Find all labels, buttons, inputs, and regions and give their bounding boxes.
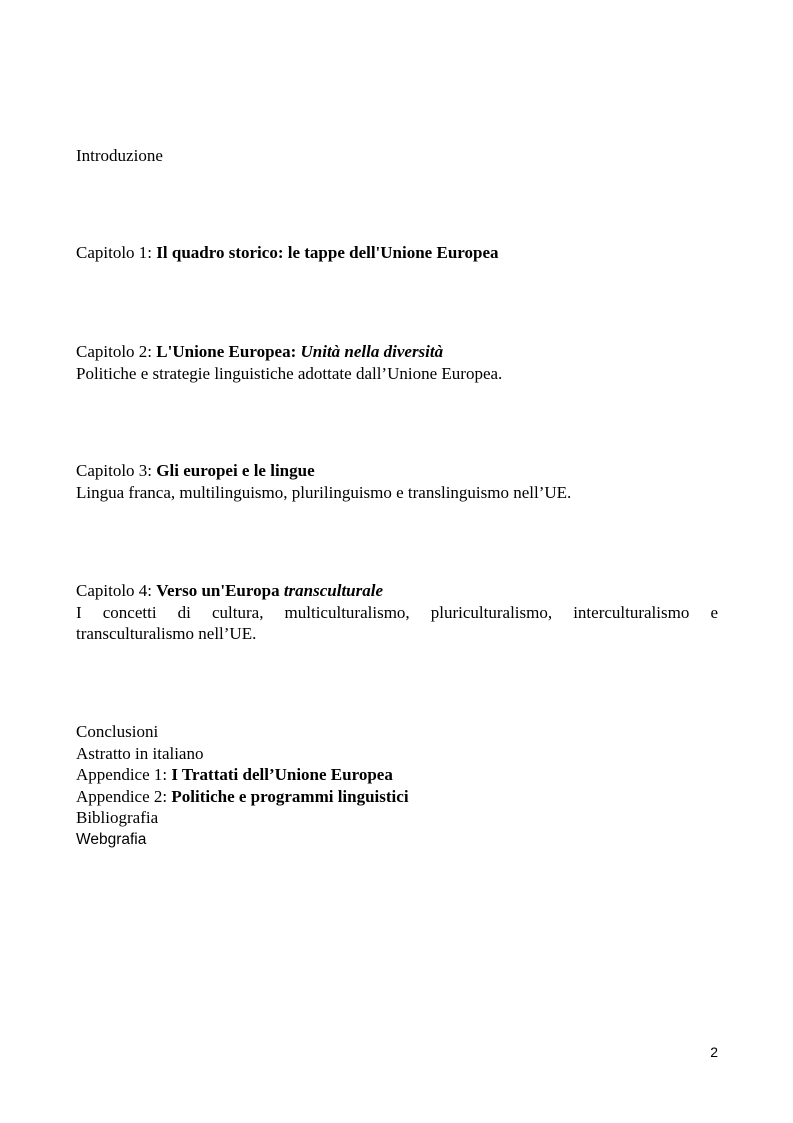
- toc-chapter-1: [76, 242, 718, 264]
- chapter-2-title-italic: Unità nella diversità: [300, 342, 444, 361]
- appendix-2-label: Appendice 2:: [76, 786, 168, 806]
- bibliography-label: Bibliografia: [76, 808, 159, 827]
- appendix-2-heading: [76, 786, 718, 808]
- chapter-2-heading: [76, 341, 718, 363]
- toc-chapter-2: [76, 341, 718, 384]
- toc-back-matter: [76, 721, 718, 850]
- chapter-2-subtitle: Politiche e strategie linguistiche adottate dall’Unione Europea.: [76, 363, 503, 383]
- appendix-1-label: Appendice 1:: [76, 765, 168, 784]
- chapter-4-title-italic: transculturale: [283, 581, 384, 600]
- abstract-label: Astratto in italiano: [76, 743, 204, 763]
- chapter-1-heading: [76, 242, 718, 264]
- appendix-1-title: I Trattati dell’Unione Europea: [171, 765, 393, 784]
- chapter-3-title: Gli europei e le lingue: [156, 461, 315, 480]
- toc-chapter-3: [76, 460, 718, 503]
- chapter-4-heading: [76, 580, 718, 602]
- toc-chapter-4: [76, 580, 718, 645]
- appendix-1-heading: [76, 764, 718, 786]
- chapter-4-title: Verso un'Europa: [156, 581, 280, 600]
- chapter-4-subtitle: I concetti di cultura, multiculturalismo, pluriculturalismo, interculturalismo e transculturalismo nell’UE.: [76, 602, 718, 643]
- webography-label: Webgrafia: [76, 830, 147, 848]
- chapter-4-label: Capitolo 4:: [76, 581, 153, 600]
- appendix-2-title: Politiche e programmi linguistici: [171, 786, 409, 806]
- chapter-1-title: Il quadro storico: le tappe dell'Unione Europea: [156, 243, 499, 262]
- chapter-3-label: Capitolo 3:: [76, 461, 153, 480]
- chapter-2-title: L'Unione Europea:: [156, 342, 297, 361]
- chapter-1-label: Capitolo 1:: [76, 243, 153, 262]
- toc-introduction: [76, 145, 718, 167]
- chapter-2-label: Capitolo 2:: [76, 342, 153, 361]
- introduction-label: Introduzione: [76, 146, 163, 165]
- page-number: 2: [710, 1044, 718, 1060]
- chapter-3-subtitle: Lingua franca, multilinguismo, plurilinguismo e translinguismo nell’UE.: [76, 482, 572, 502]
- chapter-3-heading: [76, 460, 718, 482]
- conclusions-label: Conclusioni: [76, 722, 159, 741]
